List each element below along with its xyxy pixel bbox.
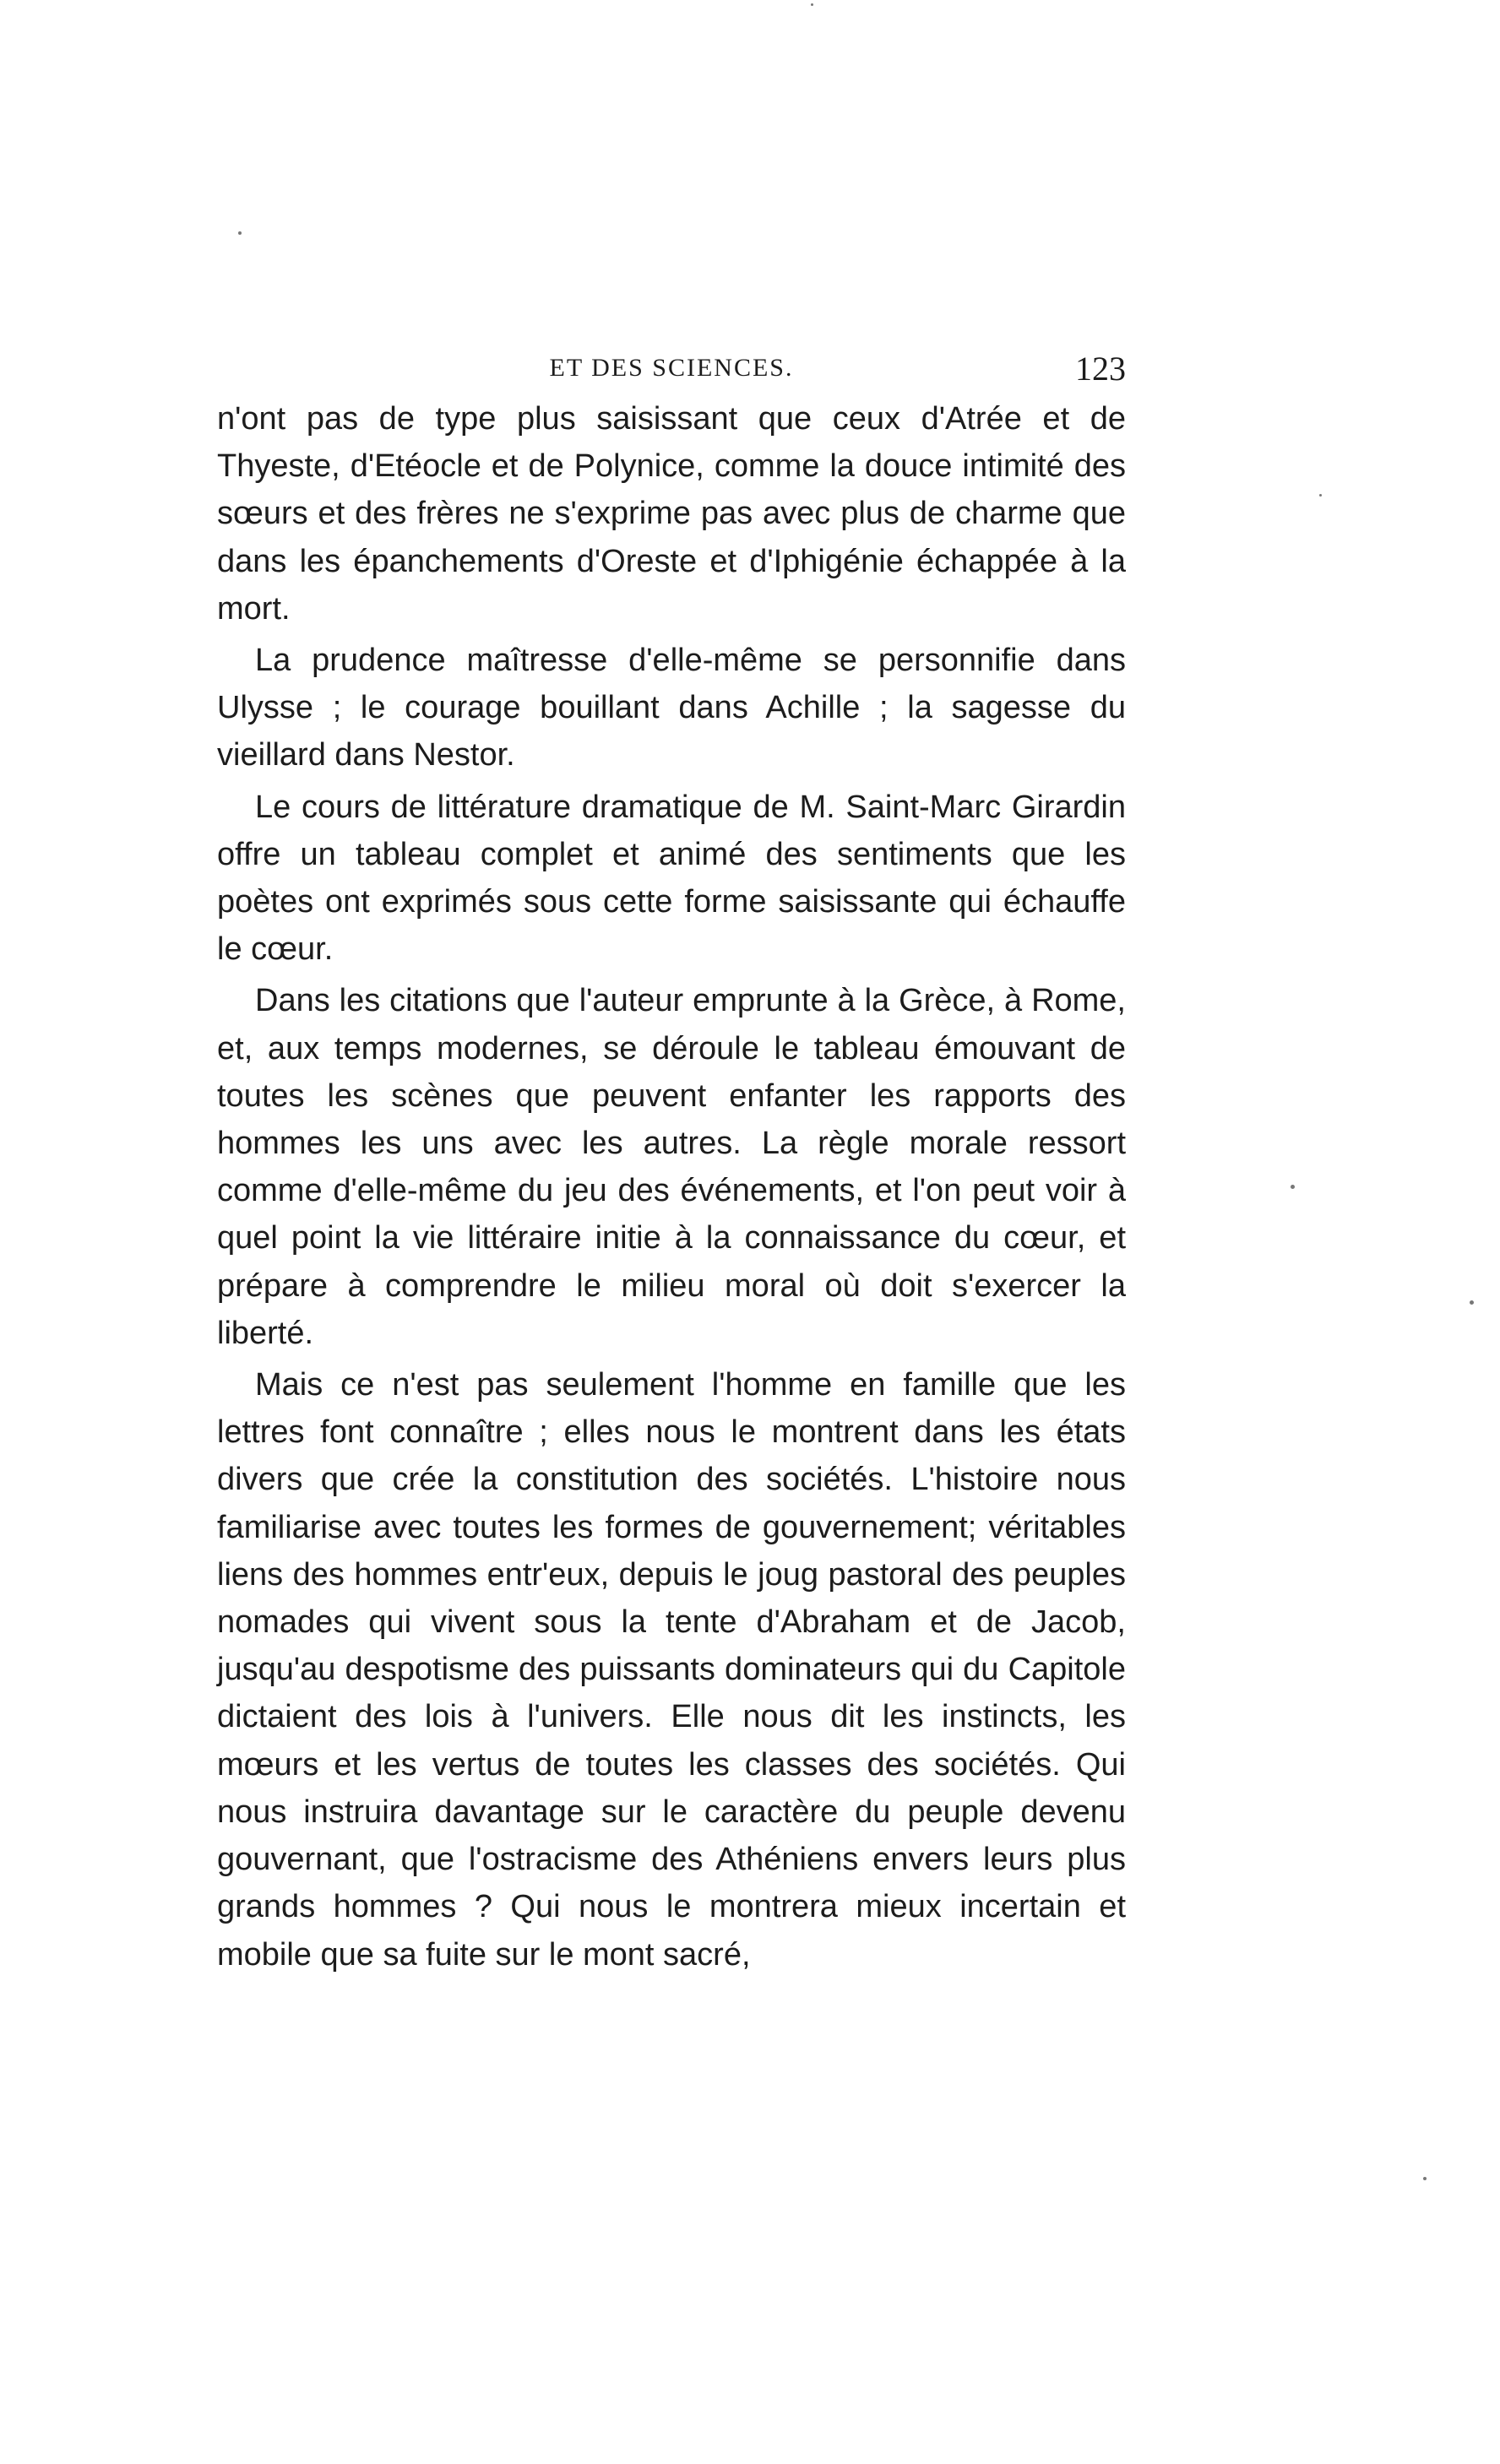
paragraph: Dans les citations que l'auteur emprunte à la Grèce, à Rome, et, aux temps modernes, se déroule le tableau émouvant de toutes les scènes que peuvent enfanter les rapports des hommes les uns avec les autres. La règle morale ressort comme d'elle-même du jeu des événements, et l'on peut voir à quel point la vie littéraire initie à la connaissance du cœur, et prépare à comprendre le milieu moral où doit s'exercer la liberté.	[217, 983, 1126, 1351]
scan-speck	[1291, 1185, 1295, 1189]
scan-speck	[811, 3, 813, 6]
scan-speck	[238, 231, 242, 235]
scan-speck	[1470, 1300, 1474, 1305]
scan-speck	[1423, 2177, 1427, 2180]
paragraph-continuation: n'ont pas de type plus saisissant que ceux d'Atrée et de Thyeste, d'Etéocle et de Polynice, comme la douce intimité des sœurs et des frères ne s'exprime pas avec plus de charme que dans les épanchements d'Oreste et d'Iphigénie échappée à la mort.	[217, 401, 1126, 627]
body-text	[217, 395, 1126, 1983]
page-number: 123	[1075, 350, 1126, 388]
running-title: ET DES SCIENCES.	[549, 354, 794, 382]
scan-speck	[1319, 494, 1322, 497]
paragraph: Mais ce n'est pas seulement l'homme en famille que les lettres font connaître ; elles nous le montrent dans les états divers que crée la constitution des sociétés. L'histoire nous familiarise avec toutes les formes de gouvernement; véritables liens des hommes entr'eux, depuis le joug pastoral des peuples nomades qui vivent sous la tente d'Abraham et de Jacob, jusqu'au despotisme des puissants dominateurs qui du Capitole dictaient des lois à l'univers. Elle nous dit les instincts, les mœurs et les vertus de toutes les classes des sociétés. Qui nous instruira davantage sur le caractère du peuple devenu gouvernant, que l'ostracisme des Athéniens envers leurs plus grands hommes ? Qui nous le montrera mieux incertain et mobile que sa fuite sur le mont sacré,	[217, 1367, 1126, 1973]
paragraph: Le cours de littérature dramatique de M. Saint-Marc Girardin offre un tableau complet et animé des sentiments que les poètes ont exprimés sous cette forme saisissante qui échauffe le cœur.	[217, 789, 1126, 968]
paragraph: La prudence maîtresse d'elle-même se personnifie dans Ulysse ; le courage bouillant dans Achille ; la sagesse du vieillard dans Nestor.	[217, 643, 1126, 773]
page-header	[217, 349, 1126, 391]
